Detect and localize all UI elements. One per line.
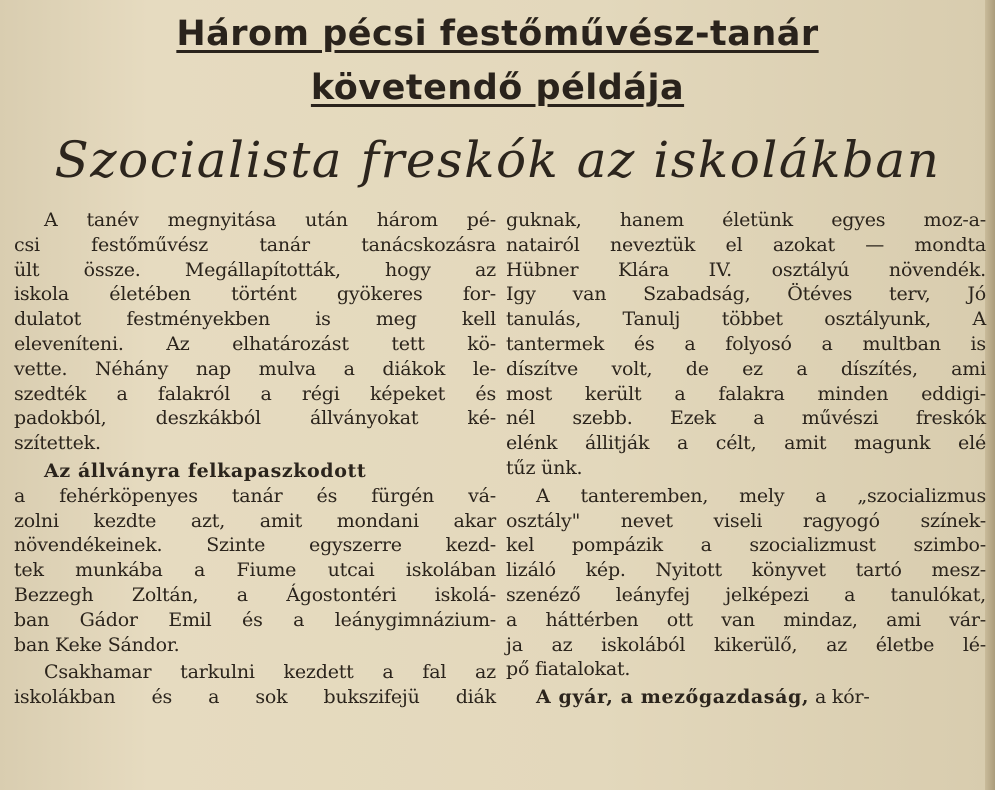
text-line: díszítve volt, de ez a díszítés, ami	[506, 357, 986, 380]
text-line: Csakhamar tarkulni kezdett a fal az	[44, 661, 496, 684]
text-line: A tanév megnyitása után három pé-	[44, 209, 496, 231]
text-line: Hübner Klára IV. osztályú növendék.	[506, 258, 986, 281]
text-line: osztály" nevet viseli ragyogó színek-	[506, 509, 986, 532]
text-line: tek munkába a Fiume utcai iskolában	[14, 559, 496, 582]
text-line: iskola életében történt gyökeres for-	[14, 283, 496, 306]
text-line: padokból, deszkákból állványokat ké-	[14, 407, 496, 430]
article-column-right	[506, 208, 986, 710]
text-line: ja az iskolából kikerülő, az életbe lé-	[506, 633, 986, 656]
text-line: vette. Néhány nap mulva a diákok le-	[14, 357, 496, 380]
text-line: növendékeinek. Szinte egyszerre kezd-	[14, 534, 496, 557]
text-line: szítettek.	[14, 432, 101, 455]
text-line: a fehérköpenyes tanár és fürgén vá-	[14, 484, 496, 507]
text-line: most került a falakra minden eddigi-	[506, 382, 986, 405]
text-line: ült össze. Megállapították, hogy az	[14, 258, 496, 281]
text-line: lizáló kép. Nyitott könyvet tartó mesz-	[506, 559, 986, 582]
text-line: ban Gádor Emil és a leánygimnázium-	[14, 608, 496, 631]
text-line: a háttérben ott van mindaz, ami vár-	[506, 608, 986, 631]
text-line: natairól neveztük el azokat — mondta	[506, 233, 986, 256]
text-line: Bezzegh Zoltán, a Ágostontéri iskolá-	[14, 583, 496, 606]
main-headline: Szocialista freskók az iskolákban	[54, 131, 941, 189]
text-line: tanulás, Tanulj többet osztályunk, A	[506, 308, 986, 331]
text-line: szedték a falakról a régi képeket és	[14, 382, 496, 405]
text-line: A tanteremben, mely a „szocializmus	[536, 484, 986, 507]
text-line: dulatot festményekben is meg kell	[14, 308, 496, 331]
text-line: tantermek és a folyosó a multban is	[506, 332, 986, 355]
text-line: eleveníteni. Az elhatározást tett kö-	[14, 332, 496, 355]
page-edge	[985, 0, 995, 790]
subheading: A gyár, a mezőgazdaság, a kór-	[536, 686, 870, 709]
text-line: nél szebb. Ezek a művészi freskók	[506, 407, 986, 430]
text-line: zolni kezdte azt, amit mondani akar	[14, 509, 496, 532]
subheading-bold-part: A gyár, a mezőgazdaság,	[536, 686, 810, 709]
headline-line-1: Három pécsi festőművész-tanár	[176, 14, 819, 54]
article-column-left	[14, 208, 496, 710]
text-line: szenéző leányfej jelképezi a tanulókat,	[506, 583, 986, 606]
text-line: elénk állitják a célt, amit magunk elé	[506, 432, 986, 455]
text-line: csi festőművész tanár tanácskozásra	[14, 233, 496, 256]
text-line: ban Keke Sándor.	[14, 633, 180, 656]
text-line: Igy van Szabadság, Ötéves terv, Jó	[506, 283, 986, 306]
text-line: pő fiatalokat.	[506, 658, 631, 681]
text-line: kel pompázik a szocializmust szimbo-	[506, 534, 986, 557]
text-line: guknak, hanem életünk egyes moz-a-	[506, 209, 986, 231]
text-line: tűz ünk.	[506, 456, 583, 479]
subheading: Az állványra felkapaszkodott	[44, 459, 367, 482]
headline-line-2: követendő példája	[310, 68, 685, 108]
text-line: iskolákban és a sok bukszifejü diák	[14, 686, 496, 709]
